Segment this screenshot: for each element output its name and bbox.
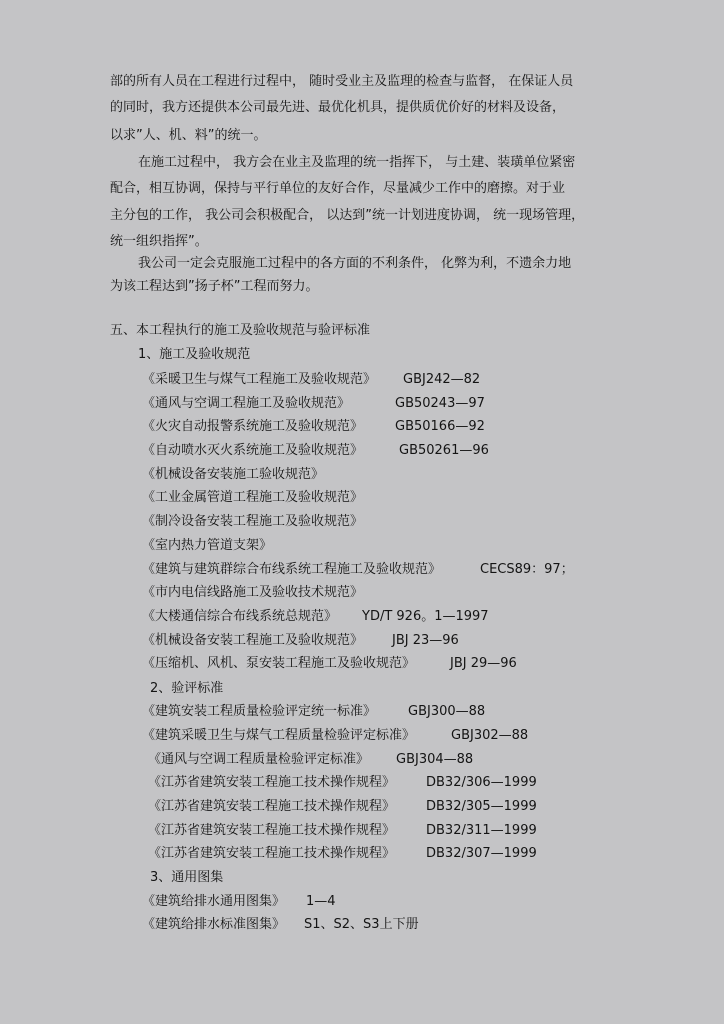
standard-name: 《室内热力管道支架》	[142, 538, 273, 553]
standard-name: 《江苏省建筑安装工程施工技术操作规程》	[148, 775, 396, 790]
subsection-title: 2、验评标准	[150, 681, 224, 696]
standard-name: 《大楼通信综合布线系统总规范》	[142, 609, 338, 624]
standard-code: YD/T 926。1—1997	[362, 609, 489, 624]
standard-name: 《机械设备安装工程施工及验收规范》	[142, 633, 364, 648]
standard-name: 《建筑安装工程质量检验评定统一标准》	[142, 704, 377, 719]
paragraph-line: 我公司一定会克服施工过程中的各方面的不利条件， 化弊为利，不遗余力地	[138, 256, 572, 271]
standard-code: GBJ304—88	[396, 752, 474, 767]
standard-code: DB32/305—1999	[426, 799, 537, 814]
standard-name: 《建筑与建筑群综合布线系统工程施工及验收规范》	[142, 562, 442, 577]
standard-name: 《压缩机、风机、泵安装工程施工及验收规范》	[142, 656, 416, 671]
standard-name: 《江苏省建筑安装工程施工技术操作规程》	[148, 846, 396, 861]
standard-name: 《机械设备安装施工验收规范》	[142, 467, 325, 482]
paragraph-line: 部的所有人员在工程进行过程中， 随时受业主及监理的检查与监督， 在保证人员	[110, 74, 574, 89]
standard-code: CECS89：97；	[480, 562, 574, 577]
standard-name: 《火灾自动报警系统施工及验收规范》	[142, 419, 364, 434]
section-title: 五、本工程执行的施工及验收规范与验评标准	[110, 323, 371, 338]
standard-code: JBJ 23—96	[392, 633, 459, 648]
standard-code: DB32/311—1999	[426, 823, 537, 838]
paragraph-line: 统一组织指挥”。	[110, 234, 208, 249]
standard-name: 《江苏省建筑安装工程施工技术操作规程》	[148, 823, 396, 838]
standard-name: 《建筑采暖卫生与煤气工程质量检验评定标准》	[142, 728, 416, 743]
standard-name: 《建筑给排水通用图集》	[142, 894, 286, 909]
paragraph-line: 配合，相互协调，保持与平行单位的友好合作，尽量减少工作中的磨擦。对于业	[110, 181, 566, 196]
standard-code: GBJ242—82	[403, 372, 481, 387]
standard-code: S1、S2、S3上下册	[304, 917, 419, 932]
subsection-title: 3、通用图集	[150, 870, 224, 885]
standard-code: GB50166—92	[395, 419, 485, 434]
standard-code: 1—4	[306, 894, 336, 909]
paragraph-line: 在施工过程中， 我方会在业主及监理的统一指挥下， 与土建、装璜单位紧密	[138, 155, 576, 170]
standard-name: 《江苏省建筑安装工程施工技术操作规程》	[148, 799, 396, 814]
paragraph-line: 主分包的工作， 我公司会积极配合， 以达到”统一计划进度协调， 统一现场管理，	[110, 208, 585, 223]
paragraph-line: 为该工程达到”扬子杯”工程而努力。	[110, 279, 319, 294]
standard-code: GBJ300—88	[408, 704, 486, 719]
standard-name: 《制冷设备安装工程施工及验收规范》	[142, 514, 364, 529]
standard-name: 《采暖卫生与煤气工程施工及验收规范》	[142, 372, 377, 387]
standard-name: 《自动喷水灭火系统施工及验收规范》	[142, 443, 364, 458]
standard-code: DB32/306—1999	[426, 775, 537, 790]
paragraph-line: 以求”人、机、料”的统一。	[110, 128, 267, 143]
standard-code: GBJ302—88	[451, 728, 529, 743]
subsection-title: 1、施工及验收规范	[138, 347, 251, 362]
standard-name: 《建筑给排水标准图集》	[142, 917, 286, 932]
standard-code: JBJ 29—96	[450, 656, 517, 671]
standard-code: GB50243—97	[395, 396, 485, 411]
standard-name: 《通风与空调工程质量检验评定标准》	[148, 752, 370, 767]
paragraph-line: 的同时，我方还提供本公司最先进、最优化机具，提供质优价好的材料及设备，	[110, 100, 566, 115]
standard-name: 《市内电信线路施工及验收技术规范》	[142, 585, 364, 600]
standard-name: 《通风与空调工程施工及验收规范》	[142, 396, 351, 411]
standard-code: DB32/307—1999	[426, 846, 537, 861]
standard-code: GB50261—96	[399, 443, 489, 458]
standard-name: 《工业金属管道工程施工及验收规范》	[142, 490, 364, 505]
